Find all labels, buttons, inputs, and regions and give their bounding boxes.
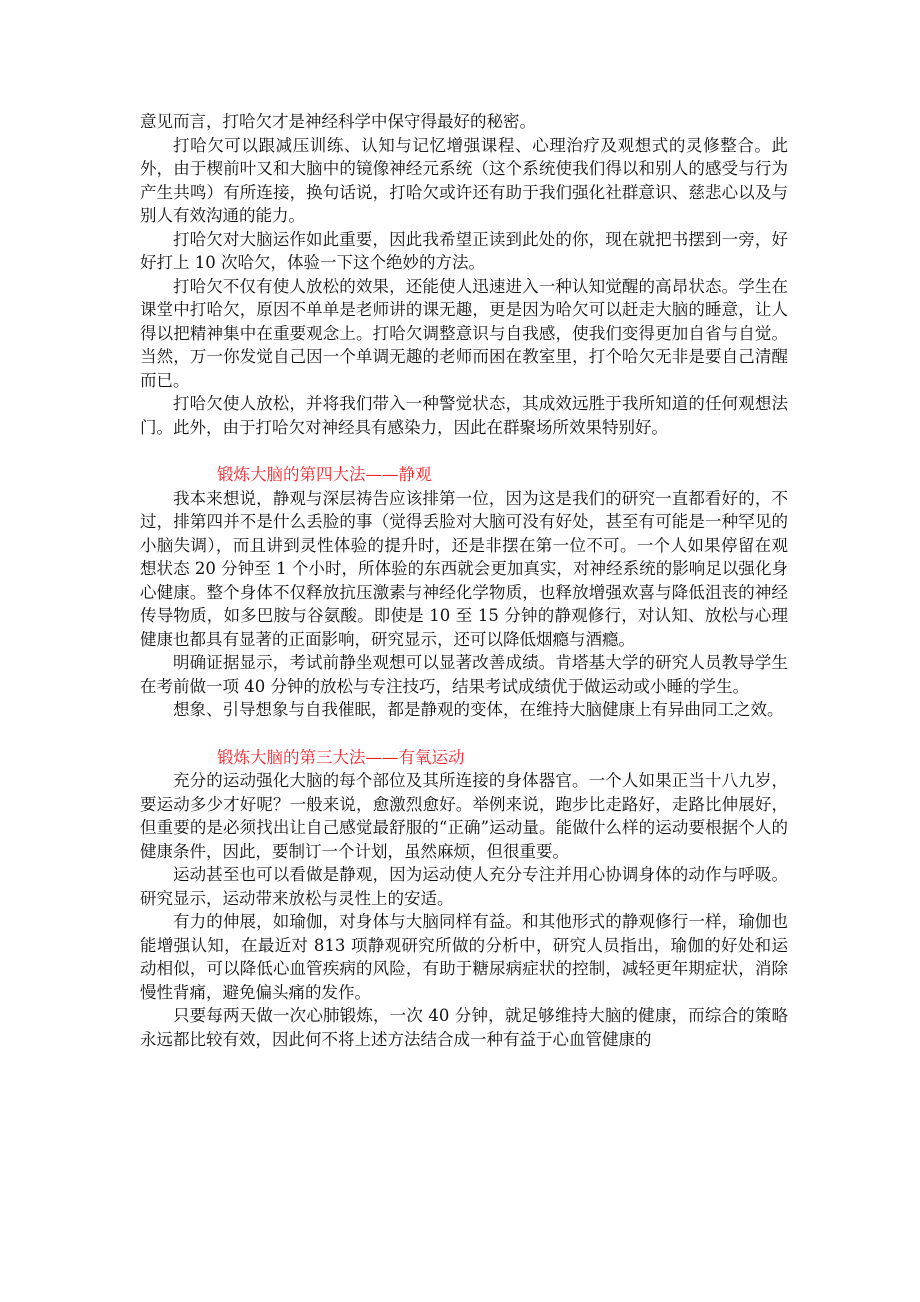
- meditation-paragraph-2: 明确证据显示，考试前静坐观想可以显著改善成绩。肯塔基大学的研究人员教导学生在考前做一项 40 分钟的放松与专注技巧，结果考试成绩优于做运动或小睡的学生。: [140, 653, 788, 696]
- document-page: [140, 110, 788, 1051]
- aerobic-paragraph-1: 充分的运动强化大脑的每个部位及其所连接的身体器官。一个人如果正当十八九岁，要运动多少才好呢？一般来说，愈激烈愈好。举例来说，跑步比走路好，走路比伸展好，但重要的是必须找出让自己感觉最舒服的“正确”运动量。能做什么样的运动要根据个人的健康条件，因此，要制订一个计划，虽然麻烦，但很重要。: [140, 771, 788, 861]
- intro-paragraph-2: 打哈欠可以跟减压训练、认知与记忆增强课程、心理治疗及观想式的灵修整合。此外，由于楔前叶又和大脑中的镜像神经元系统（这个系统使我们得以和别人的感受与行为产生共鸣）有所连接，换句话说，打哈欠或许还有助于我们强化社群意识、慈悲心以及与别人有效沟通的能力。: [140, 135, 788, 225]
- aerobic-paragraph-3: 有力的伸展，如瑜伽，对身体与大脑同样有益。和其他形式的静观修行一样，瑜伽也能增强认知，在最近对 813 项静观研究所做的分析中，研究人员指出，瑜伽的好处和运动相似，可以降低心血管疾病的风险，有助于糖尿病症状的控制，减轻更年期症状，消除慢性背痛，避免偏头痛的发作。: [140, 912, 788, 1002]
- intro-paragraph-1: 意见而言，打哈欠才是神经科学中保守得最好的秘密。: [140, 112, 536, 131]
- intro-paragraph-3: 打哈欠对大脑运作如此重要，因此我希望正读到此处的你，现在就把书摆到一旁，好好打上 10 次哈欠，体验一下这个绝妙的方法。: [140, 229, 788, 272]
- section-heading-aerobic: 锻炼大脑的第三大法——有氧运动: [217, 747, 465, 767]
- aerobic-paragraph-2: 运动甚至也可以看做是静观，因为运动使人充分专注并用心协调身体的动作与呼吸。研究显示，运动带来放松与灵性上的安适。: [140, 865, 788, 908]
- aerobic-paragraph-4: 只要每两天做一次心肺锻炼，一次 40 分钟，就足够维持大脑的健康，而综合的策略永远都比较有效，因此何不将上述方法结合成一种有益于心血管健康的: [140, 1006, 788, 1049]
- section-spacer: [140, 439, 788, 463]
- intro-paragraph-5: 打哈欠使人放松，并将我们带入一种警觉状态，其成效远胜于我所知道的任何观想法门。此外，由于打哈欠对神经具有感染力，因此在群聚场所效果特别好。: [140, 394, 788, 437]
- intro-paragraph-4: 打哈欠不仅有使人放松的效果，还能使人迅速进入一种认知觉醒的高昂状态。学生在课堂中打哈欠，原因不单单是老师讲的课无趣，更是因为哈欠可以赶走大脑的睡意，让人得以把精神集中在重要观念上。打哈欠调整意识与自我感，使我们变得更加自省与自觉。当然，万一你发觉自己因一个单调无趣的老师而困在教室里，打个哈欠无非是要自己清醒而已。: [140, 276, 788, 390]
- meditation-paragraph-3: 想象、引导想象与自我催眠，都是静观的变体，在维持大脑健康上有异曲同工之效。: [173, 700, 784, 719]
- meditation-paragraph-1: 我本来想说，静观与深层祷告应该排第一位，因为这是我们的研究一直都看好的，不过，排第四并不是什么丢脸的事（觉得丢脸对大脑可没有好处，甚至有可能是一种罕见的小脑失调），而且讲到灵性体验的提升时，还是非摆在第一位不可。一个人如果停留在观想状态 20 分钟至 1 个小时，所体验的东西就会更加真实，对神经系统的影响足以强化身心健康。整个身体不仅释放抗压激素与神经化学物质，也释放增强欢喜与降低沮丧的神经传导物质，如多巴胺与谷氨酸。即使是 10 至 15 分钟的静观修行，对认知、放松与心理健康也都具有显著的正面影响，研究显示，还可以降低烟瘾与酒瘾。: [140, 488, 788, 649]
- section-spacer: [140, 722, 788, 746]
- section-heading-meditation: 锻炼大脑的第四大法——静观: [217, 465, 432, 484]
